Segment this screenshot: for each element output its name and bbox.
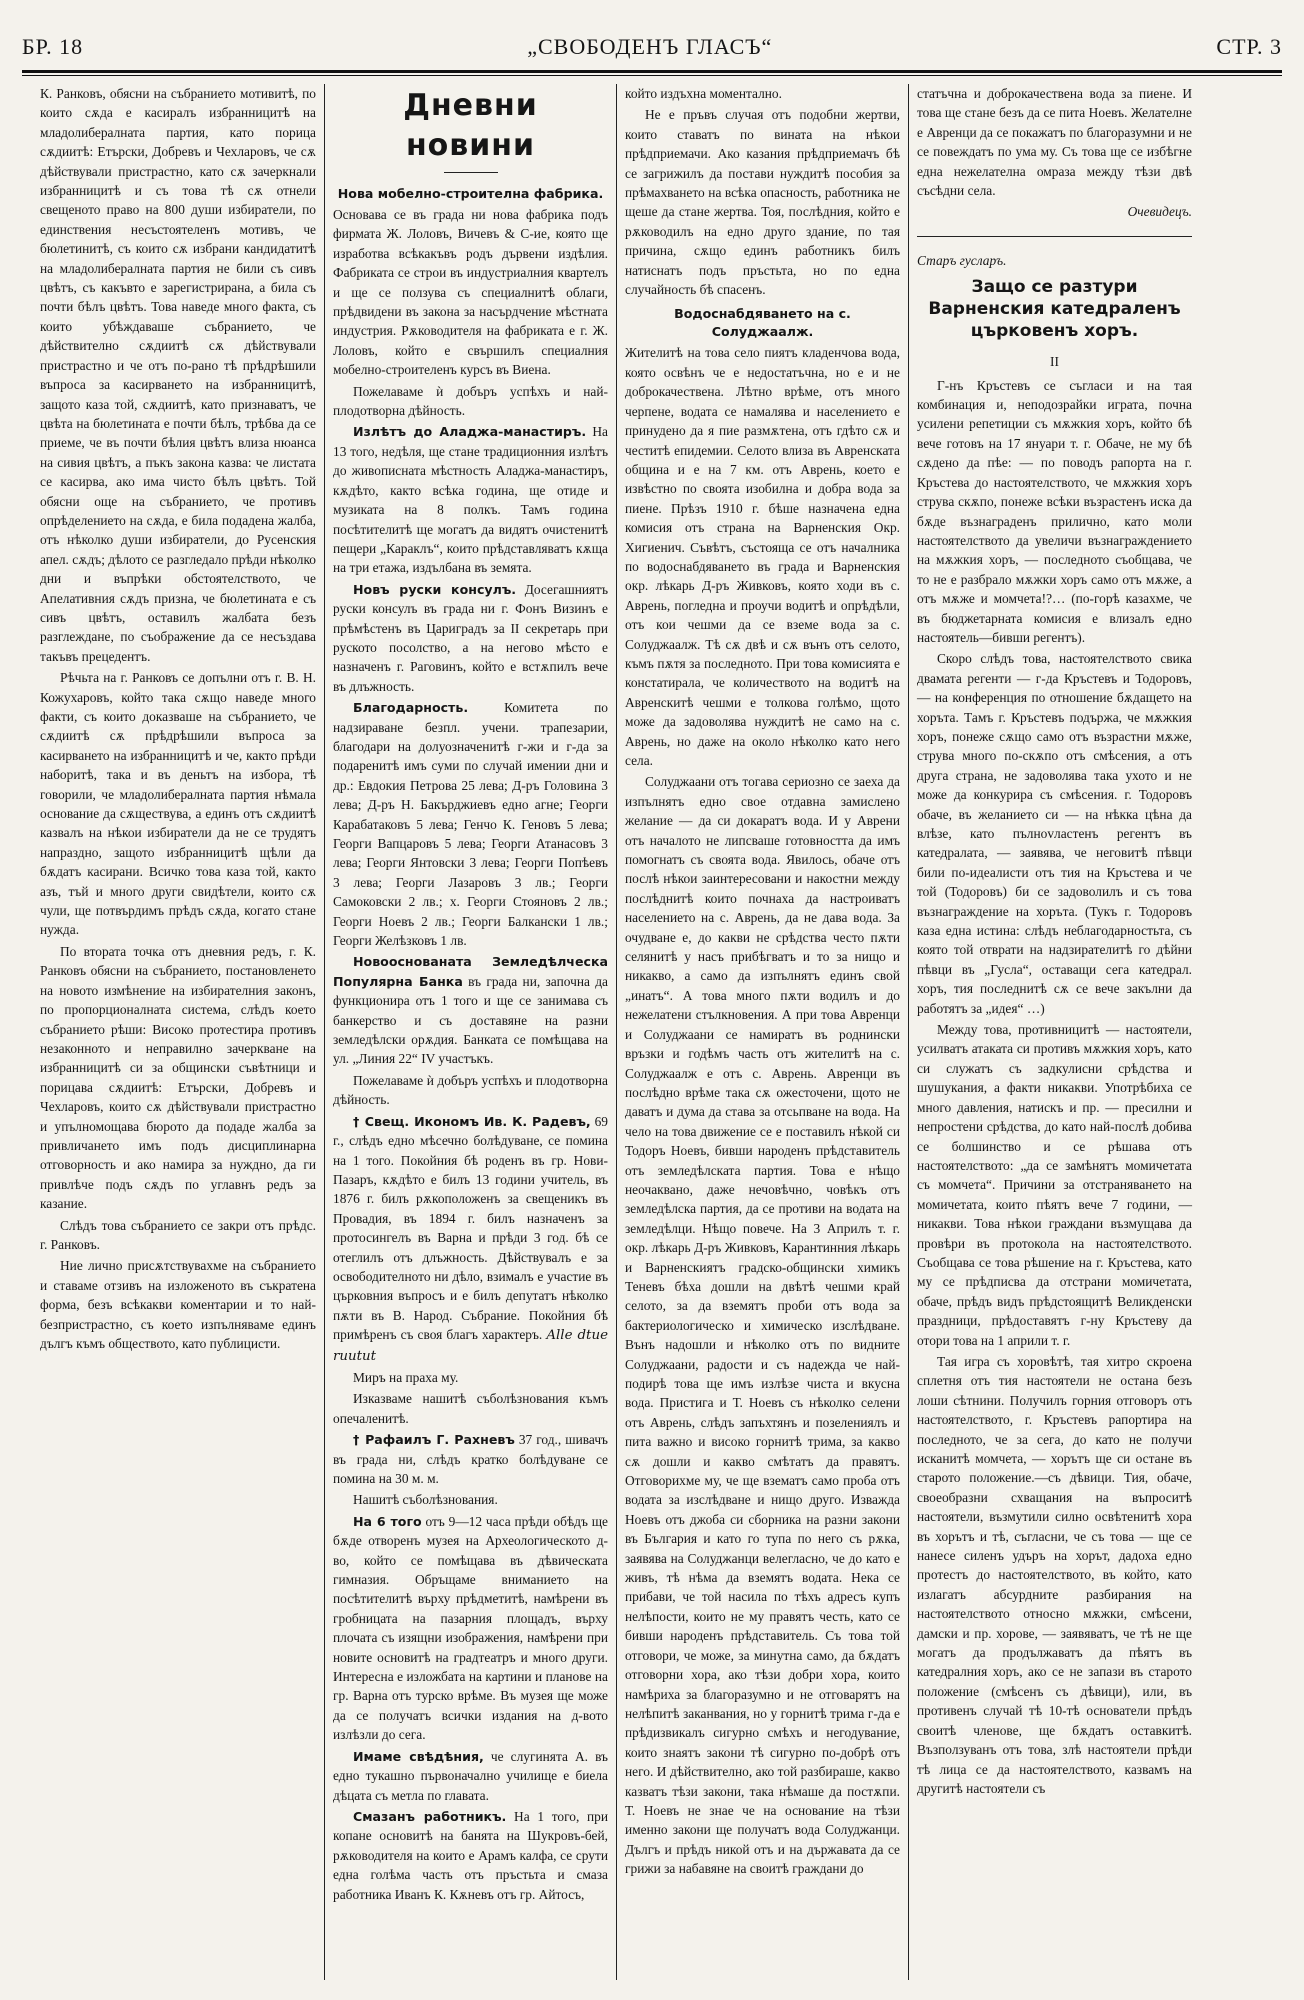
column-4 <box>908 84 1200 1980</box>
news-text: 37 год., шивачъ въ града ни, слѣдъ кратко болѣдуване се помина на 30 м. м. <box>333 1432 608 1486</box>
rubric-label: Старъ гусларъ. <box>917 252 1007 268</box>
news-headline: Новооснованата Земледѣлческа Популярна Банка <box>333 954 608 989</box>
news-text: Основава се въ града ни нова фабрика подъ фирмата Ж. Лоловъ, Вичевъ & С-ие, която ще изработва всѣкакъвъ родъ дървени издѣлия. Фабриката се строи въ индустриалния квартелъ и ще се ползува съ специалнитѣ облаги, прѣдвидени въ закона за насърдчение мѣстната индустрия. Рѫководителя на фабриката е г. Ж. Лоловъ, който е свършилъ специалния мобелно-строителенъ курсъ въ Виена. <box>333 207 608 378</box>
news-text: Нашитѣ съболѣзнования. <box>353 1492 498 1508</box>
article-paragraph: По втората точка отъ дневния редъ, г. К. Ранковъ обясни на събранието, постановленето на новото измѣнение на избирателния законъ, по пропорционалната система, слѣдъ което събранието рѣши: Високо протестира противъ незаконното и неправилно зачеркване на избранницитѣ си за общински съвѣтници и порицава сѫдиитѣ: Етърски, Добревъ и Чехларовъ, които сѫ дѣйствували пристрастно и упълномощава бюрото да подаде жалба за привличането имъ подъ дисциплинарна отговорность и ако намира за нуждно, да ги привлѣче подъ сѫдъ по углавнъ редъ за казание. <box>40 943 316 1212</box>
obituary-headline: † Свещ. Икономъ Ив. К. Радевъ, <box>353 1113 591 1129</box>
news-text: Изказваме нашитѣ съболѣзнования къмъ опечаленитѣ. <box>333 1391 608 1426</box>
column-2 <box>324 84 616 1980</box>
article-paragraph: Тая игра съ хоровѣтѣ, тая хитро скроена сплетня отъ тия настоятели не остана безъ лоши сѣтнини. Получилъ горния отговоръ отъ настоятелството, г. Кръстевъ рапортира на последното, че за сега, до като не получи исканитѣ момчета, — хорътъ ще си остане въ старото положение.—съ дѣвици. Тия, обаче, своеобразни схващания на въпроситѣ настоятели, възмутили силно освѣтенитѣ хора въ хорътъ и тѣ, съгласни, че съ това — ще се нанесе силенъ удъръ на хорът, дадоха едно протестъ до настоятелството, въ който, като излагатъ абсурдните разбирания на настоятелството относно мѫжки, смѣсени, дамски и пр. хорове, — заявяватъ, че тѣ не ще могатъ да продължаватъ да пѣятъ въ катедралния хоръ, ако се не запази въ старото положение (смѣсенъ съ дѣвици), или, въ противенъ случай тѣ 10-тѣ основатели прѣдъ своитѣ членове, ще бѫдатъ оставкитѣ. Възползуванъ отъ това, злѣ настоятели прѣди тѣ лица се да настоятелството, казвамъ на другитѣ настоятели съ <box>917 1353 1192 1796</box>
news-text: че слугинята А. въ едно тукашно първоначално училище е биела дѣцата съ метла по главата. <box>333 1748 608 1803</box>
article-paragraph: Ние лично присѫтствувахме на събранието и ставаме отзивъ на изложеното въ съкратена форма, безъ всѣкакви коментарии и то най-безпристрастно, съ което изпълняваме единъ дългъ къмъ обществото, като публицисти. <box>40 1258 316 1351</box>
news-text: въ града ни, започна да функционира отъ 1 того и ще се занимава съ банкерство и съ доставяне на разни земледѣлски орѫдия. Банката се помѣщава на ул. „Линия 22“ IV участъкъ. <box>333 973 608 1067</box>
article-paragraph: Скоро слѣдъ това, настоятелството свика двамата регенти — г-да Кръстевъ и Тодоровъ, — на конференция по отношение бѫдащето на хоръта. Тамъ г. Кръстевъ подържа, че мѫжкия хоръ, понеже сѫщо само отъ възрастни мѫже, струва много по-скѫпо отъ смѣсения, а отъ друга страна, не задоволява така ухото и не може да конкурира съ смѣсения. г. Тодоровъ обаче, въ желанието си — на нѣкка цѣна да влѣзе, като пълноvластенъ регентъ въ катедралата, — заявява, че неговитѣ пѣвци били по-идеалисти отъ тия на Кръстева и че той (Тодоровъ) би се задоволилъ и съ това възнаграждение на хоръта. (Тукъ г. Тодоровъ каза една истина: слѣдъ неблагодарностьта, съ която той отврати на надзирателитѣ го дѣйни пѣвци въ „Гусла“, оставащи сега катедрал. хоръ, тия последнитѣ сѫ се вече закълни да работятъ за „идея“ …) <box>917 651 1192 1016</box>
article-paragraph: Слѣдъ това събранието се закри отъ прѣдс. г. Ранковъ. <box>40 1217 316 1252</box>
news-text: Пожелаваме ѝ добъръ успѣхъ и най- плодотворна дѣйность. <box>333 383 608 419</box>
part-number: II <box>1050 354 1059 370</box>
article-paragraph: Рѣчьта на г. Ранковъ се допълни отъ г. В. Н. Кожухаровъ, който така сѫщо наведе много факти, съ които доказваше на събранието, че сѫдиитѣ сѫ прѣдрѣшили въпроса за касирването на избранницитѣ и че, както прѣди наборитѣ, така и въ деньтъ на избора, тѣ говорили, че младолибералната партия нѣмала основание да сѫществува, а единъ отъ сѫдиитѣ казвалъ на нѣкои избиратели да не се трудятъ напраздно, защото избранницитѣ щѣли да бѫдатъ касирани. Всичко това каза той, както азъ, тъй и много други свидѣтели, които сѫ чули, ще потвърдимъ прѣдъ сѫда, когато стане нужда. <box>40 670 316 938</box>
column-3 <box>616 84 908 1980</box>
news-text: Миръ на праха му. <box>353 1369 459 1385</box>
news-text: 69 г., слѣдъ едно мѣсечно болѣдуване, се помина на 1 того. Покойния бѣ роденъ въ гр. Нови-Пазаръ, кѫдѣто е билъ 13 години учитель, въ 1876 г. билъ рѫкоположенъ за свещеникъ въ Провадия, въ 1894 г. билъ назначенъ за протосингелъ въ Варна и прѣди 3 год. бѣ се отеглилъ отъ длъжность. Дѣйствувалъ е за освободителното ни дѣло, взималъ е участие въ църковния въпросъ и е билъ депутатъ нѣколко пѫти въ В. Народ. Събрание. Покойния бѣ примѣренъ съ своя благъ характеръ. <box>333 1113 608 1343</box>
masthead <box>22 32 1282 62</box>
news-text: отъ 9—12 часа прѣди обѣдъ ще бѫде отворенъ музея на Археологическото д-во, който се помѣщава въ дѣвическата гимназия. Обръщаме вниманието на посѣтителитѣ върху прѣдметитѣ, намѣрени въ гробницата на пазарния площадъ, върху плочата съ изящни изображения, намѣрени при новите основитѣ на градтеатръ и много други. Интересна е изложбата на картини и планове на гр. Варна отъ турско врѣме. Въ музея ще може да се получатъ всички издания на д-вото излѣзли до сега. <box>333 1513 608 1743</box>
signature: Очевидецъ. <box>1127 204 1192 220</box>
news-headline: Смазанъ работникъ. <box>353 1808 507 1824</box>
news-text: Не е пръвъ случая отъ подобни жертви, които ставатъ по вината на нѣкои прѣдприемачи. Ако казания прѣдприемачъ бѣ се загрижилъ да постави нуждитѣ пособия за прѣмахването на всѣка опасность, работника не щеше да стане жертва. Тоя, послѣдния, който е рѫководилъ на едно друго здание, по тая причина, сѫщо единъ работникъ билъ натиснатъ подъ пръстьта, но по една случайность бѣ спасенъ. <box>625 107 900 298</box>
obituary-headline: † Рафаилъ Г. Рахневъ <box>353 1432 515 1448</box>
news-text: На 13 того, недѣля, ще стане традиционния излѣтъ до живописната мѣстность Аладжа-манастиръ, кѫдѣто, както всѣка година, ще отиде и музиката на 8 полкъ. Тамъ година посѣтителитѣ ще могатъ да видятъ очистенитѣ пещери „Караклъ“, които прѣдставляватъ кѫща на три етажа, издълбана въ земята. <box>333 424 608 576</box>
news-text: Комитета по надзираване безпл. учени. трапезарии, благодари на долуозначенитѣ г-жи и г-да за подаренитѣ имъ суми по случай имении дни и др.: Евдокия Петрова 25 лева; Д-ръ Головина 3 лева; Д-ръ Н. Бакърджиевъ едно агне; Георги Карабатаковъ 5 лева; Генчо К. Геновъ 5 лева; Георги Вапцаровъ 5 лева; Георги Атанасовъ 3 лева; Георги Янтовски 3 лева; Георги Попѣевъ 3 лева; Георги Лазаровъ 3 лв.; Георги Самоковски 2 лв.; х. Георги Стояновъ 2 лв.; Георги Ноевъ 2 лв.; Георги Балкански 1 лв.; Георги Желѣзковъ 1 лв. <box>333 700 608 949</box>
article-paragraph: Г-нъ Кръстевъ се съгласи и на тая комбинация и, неподозрайки играта, почна усилени репетиции съ мѫжкия хоръ, който бѣ вече готовъ на 17 януари т. г. Обаче, не му бѣ сѫдено да пѣе: — по поводъ рапорта на г. Кръстева до настоятелството, че мѫжкия хоръ струва скѫпо, понеже всѣки възрастенъ иска да бѫде възнаграденъ прилично, като моли настоятелството да увеличи възнаграждението на мѫжкия хоръ, — последното съобщава, че то не е разбрало мѫжки хоръ само отъ мѫже, а отъ мѫже и момчета!?… (по-горѣ казахме, че въ бюджетарната комисия е влизалъ едно настоятель—бивши регентъ). <box>917 377 1192 645</box>
article-headline: Защо се разтури Варненския катедраленъ църковенъ хоръ. <box>928 277 1181 342</box>
news-text: статъчна и доброкачествена вода за пиене. И това ще стане безъ да се пита Ноевъ. Желателне е Авренци да се покажатъ по благоразумни и не се повеждатъ по ума му. Съ това ще се избѣгне една нежелателна омраза между тѣзи двѣ съсѣдни села. <box>917 86 1192 199</box>
masthead-rule-thin <box>22 75 1282 76</box>
news-headline: Новъ руски консулъ. <box>353 581 517 597</box>
column-1 <box>32 84 324 1980</box>
article-paragraph: К. Ранковъ, обясни на събранието мотивитѣ, по които сѫда е касиралъ избранницитѣ на младолибералната партия, като порица сѫдиитѣ: Етърски, Добревъ и Чехларовъ, че сѫ дѣйствували пристрастно, като сѫ зачеркнали избранницитѣ и съ това тѣ сѫ отнели свещеното право на 800 души избиратели, по единствения несъстоятеленъ мотивъ, че бюлетинитѣ, съ които сѫ избрани кандидатитѣ на младолибералната партия не били съ сивъ цвѣтъ, съ какъвто е зарегистрирана, а била съ почти бѣлъ цвѣтъ. Това наведе много факта, съ които убѣждаваше събранието, че дѣйствително сѫдиитѣ сѫ дѣйствували пристрастно и че отъ по-рано тѣ прѣдрѣшили въпроса за касирването на избранницитѣ, защото каза той, сѫдиитѣ, като признаватъ, че цвѣта на бюлетината е почти бѣлъ, трѣбва да се приеме, че въ почти бѣлия цвѣтъ влиза нюанса на сивия цвѣтъ, а пъкъ закона казва: че листата се касирва, ако има чисто бѣлъ цвѣтъ. Той обясни още на събранието, че противъ опрѣделението на сѫда, е била подадена жалба, отъ нѣколко души избиратели, до Русенския апел. сѫдъ; дѣлото се разгледало прѣди нѣколко дни и въпрѣки обстоятелството, че Апелативния сѫдъ призна, че бюлетината е съ сивъ цвѣтъ, оставилъ жалбата безъ разглеждане, по съображение да се несъздава такъвъ прецедентъ. <box>40 86 316 664</box>
news-headline: Нова мобелно-строителна фабрика. <box>337 186 604 201</box>
separator-rule <box>917 236 1192 237</box>
news-headline: Водоснабдяването на с. Солуджаалж. <box>674 306 851 340</box>
news-text: Солуджаани отъ тогава сериозно се заеха да изпълнятъ едно свое отдавна замислено желание — да си докаратъ вода. И у Аврени отъ началото не липсваше готовността да имъ помогнатъ съ своята вода. Явилось, обаче отъ послѣ нѣкои заинтересовани и накостни между послѣднитѣ които почнаха да настроиватъ населението на с. Аврень, да не дава вода. За очудване е, до какви не срѣдства често пѫти селянитѣ у насъ прибѣгватъ и то за нищо и никакво, а само да изпълнятъ единъ свой „инатъ“. А това много пѫти водилъ и до нежелатени стълкновения. А при това Авренци и Солуджаани се намиратъ въ роднински връзки и годѣмъ часть отъ жителитѣ на с. Солуджаалж е отъ с. Аврень. Авренци въ послѣдно врѣме така сѫ ожесточени, щото не даватъ и дума да става за отсьпване на вода. На чело на това движение се е поставилъ нѣкой си Тодоръ Ноевъ, бивши народенъ прѣдставитель отъ земледѣлската партия. Това е нѣщо неочаквано, даже нечовѣчно, човѣкъ отъ земледѣлска партия, да се противи на водата на земледѣлци. Нѣщо повече. На 3 Априлъ т. г. окр. лѣкарь Д-ръ Живковъ, Карантинния лѣкарь и Варненскиятъ градско-общински химикъ Теневъ бѣха дошли на двѣтѣ чешми край селото, за да вземятъ проби отъ вода за бактериологическо и химическо изслѣдване. Вънъ надошли и нѣколко отъ по видните Солуджаани, радости и съ надежда че най-подирѣ това ще имъ излѣзе чиста и вкусна вода. Пристига и Т. Ноевъ съ нѣколко селени отъ Аврень, слѣдъ запъхтянъ и позелениялъ и пита важно и високо горнитѣ трима, за какво сѫ дошли и какво смѣтатъ да правятъ. Отговорихме му, че ще взематъ само проба отъ водата за изслѣдване и нищо друго. Изважда Ноевъ отъ джоба си сборника на разни закони въ България и като го тупа по него съ рѫка, заявява на Солуджанци велегласно, че до като е живъ, тѣ нѣма да вземятъ водата. Нека се прибави, че той насила по тѣхъ адресъ купъ нелѣпости, които не му правятъ честь, като се бивши народенъ прѣдставитель. Съ това той отговори, че може, за минутна само, да бѫдатъ отговорни хора, ако тѣзи добри хора, които намѣриха за благоразумно и не отговарятъ на нелѣпитѣ заканвания, но у горнитѣ трима г-да е прѣдизвикалъ сигурно смѣхъ и негодувание, които знаятъ закони тѣ сигурно по-добрѣ отъ него. И дѣйствително, ако той разбираше, какво казватъ тѣзи закони, така нѣмаше да постѫпи. Т. Ноевъ не знае че на основание на тѣзи именно закони ще получатъ вода Солуджанци. Дългъ и прѣдъ никой отъ и на държавата да се грижи за набавяне на своитѣ граждани до <box>625 774 900 1877</box>
news-headline: Излѣтъ до Аладжа-манастиръ. <box>353 424 587 440</box>
news-headline: Благодарность. <box>353 700 469 716</box>
news-headline: Имаме свѣдѣния, <box>353 1748 484 1764</box>
news-text: който издъхна моментално. <box>625 86 782 101</box>
title-rule <box>444 172 498 173</box>
news-text: Жителитѣ на това село пиятъ кладенчова вода, която освѣнъ че е недостатъчна, но е и не доброкачествена. Лѣтно врѣме, отъ много черпене, водата се намалява и населението е принудено да я пие размѫтена, отъ гдѣто сѫ и честитѣ епидемии. Селото влиза въ Авренската община и е на 7 км. отъ Аврень, което е извѣстно по своята изобилна и добра вода за пиене. Прѣзъ 1910 г. бѣше назначена една комисия отъ страна на Варненския Окр. Хигиенич. Съвѣтъ, състояща се отъ началника по водоснабдяването въ града и Варненския окр. лѣкарь Д-ръ Живковъ, която ходи въ с. Аврень, погледна и проучи водитѣ и опрѣдѣли, отъ кои чешми да се вземе вода за с. Солуджаалж. Тѣ сѫ двѣ и сѫ вънъ отъ селото, къмъ пѫтя за последното. При това комисията е констатирала, че количеството на водитѣ на Авренскитѣ чешми е толкова голѣмо, щото може да задоволява нуждитѣ не само на с. Аврень, но даже на около нѣколко като него села. <box>625 345 900 768</box>
masthead-rule <box>22 70 1282 73</box>
section-title: Дневни новини <box>403 88 538 163</box>
issue-number: БР. 18 <box>22 34 84 59</box>
news-text: Досегашниятъ руски консулъ въ града ни г. Фонъ Визинъ е прѣмѣстенъ въ Цариградъ за II секретарь при руското посолство, а на негово мѣсто е назначенъ г. Раговинъ, който е встѫпилъ вече въ длъжность. <box>333 581 608 694</box>
news-headline: На 6 того <box>353 1513 422 1529</box>
columns <box>32 84 1274 1980</box>
page-number: СТР. 3 <box>1216 34 1282 59</box>
newspaper-title: „СВОБОДЕНЪ ГЛАСЪ“ <box>527 34 773 59</box>
handwritten-note: Alle dtue ruutut <box>333 1328 608 1364</box>
news-text: Пожелаваме ѝ добъръ успѣхъ и плодотворна дѣйность. <box>333 1072 608 1108</box>
article-paragraph: Между това, противницитѣ — настоятели, усилватъ атаката си противъ мѫжкия хоръ, като си служатъ съ задкулисни срѣдства и шушукания, а факти никакви. Употрѣбиха се много давления, натискъ и пр. — пресилни и непростени срѣдства, до като най-послѣ добива се болшинство и се рѣшава отъ настоятелството: „да се замѣнятъ момичетата съ момчета“. Причини за отстраняването на момичетата, които пѣятъ вече 7 години, — никакви. Това нѣкои граждани възмущава да провѣри въ протокола на настоятелството. Съобщава се това рѣшение на г. Кръстева, като му се прѣдписва да отстрани момичетата, обаче, прѣдъ видъ прѣдстоящитѣ Великденски праздници, прѣдоставятъ г-ну Кръстеву да отори това на 1 априли т. г. <box>917 1022 1192 1348</box>
news-text: На 1 того, при копане основитѣ на банята на Шукровъ-бей, рѫководителя на които е Арамъ калфа, се срути една голѣма часть отъ пръстьта и смаза работника Иванъ К. Кѫневъ отъ гр. Айтосъ, <box>333 1808 609 1902</box>
